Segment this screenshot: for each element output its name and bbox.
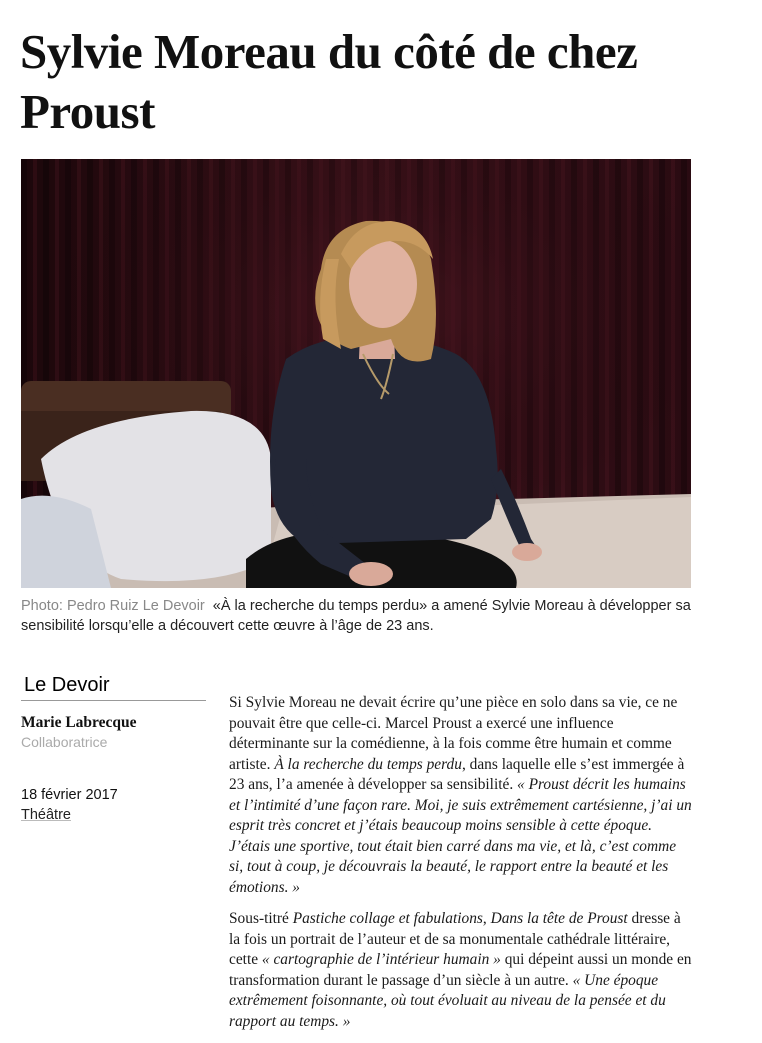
italic-run: Pastiche collage et fabulations xyxy=(292,910,483,927)
text-run: Si Sylvie Moreau ne devait écrire qu’une pièce en solo dans sa vie, ce ne pouvait être que celle-ci. Marcel Proust a exercé une influence déterminante sur la comédienne, à la fois comme être humain et comme artiste. xyxy=(229,694,678,773)
italic-run: « Proust décrit les humains et l’intimité d’une façon rare. Moi, je suis extrêmement cartésienne, j’ai un esprit très concret et j’étais beaucoup moins sensible à cette époque. J’étais une sportive, tout était bien carré dans ma vie, et là, c’est comme si, tout à coup, je découvrais la beauté, le rapport entre la beauté et les émotions. » xyxy=(229,776,692,896)
italic-run: « cartographie de l’intérieur humain » xyxy=(261,951,501,968)
photo-credit: Photo: Pedro Ruiz Le Devoir xyxy=(21,598,205,614)
text-run: Sous-titré xyxy=(229,910,293,927)
article-paragraph xyxy=(229,693,693,898)
article-paragraph xyxy=(229,909,693,1032)
text-run: dresse à la fois un portrait de l’auteur et de sa monumentale cathédrale littéraire, cette xyxy=(229,910,681,968)
publication-date: 18 février 2017 xyxy=(21,787,118,803)
article-body xyxy=(229,693,693,1043)
article-headline: Sylvie Moreau du côté de chez Proust xyxy=(20,24,638,139)
caption-text: «À la recherche du temps perdu» a amené Sylvie Moreau à développer sa sensibilité lorsqu’elle a découvert cette œuvre à l’âge de 23 ans. xyxy=(21,598,691,634)
italic-run: À la recherche du temps perdu xyxy=(274,755,462,773)
author-name[interactable]: Marie Labrecque xyxy=(21,714,137,731)
publication-logo[interactable]: Le Devoir xyxy=(21,670,206,701)
author-role: Collaboratrice xyxy=(21,734,108,750)
text-run: , dans laquelle elle s’est immergée à 23 ans, l’a amenée à développer sa sensibilité. xyxy=(229,755,685,793)
article-photo xyxy=(21,159,691,588)
text-run: , xyxy=(482,910,491,927)
text-run: qui dépeint aussi un monde en transformation durant le passage d’un siècle à un autre. xyxy=(229,951,692,989)
italic-run: « Une époque extrêmement foisonnante, où tout évoluait au niveau de la pensée et du rapport au temps. » xyxy=(229,971,666,1030)
section-link[interactable]: Théâtre xyxy=(21,807,71,823)
photo-caption xyxy=(21,596,701,636)
article-byline xyxy=(21,670,203,825)
italic-run: Dans la tête de Proust xyxy=(490,910,628,927)
